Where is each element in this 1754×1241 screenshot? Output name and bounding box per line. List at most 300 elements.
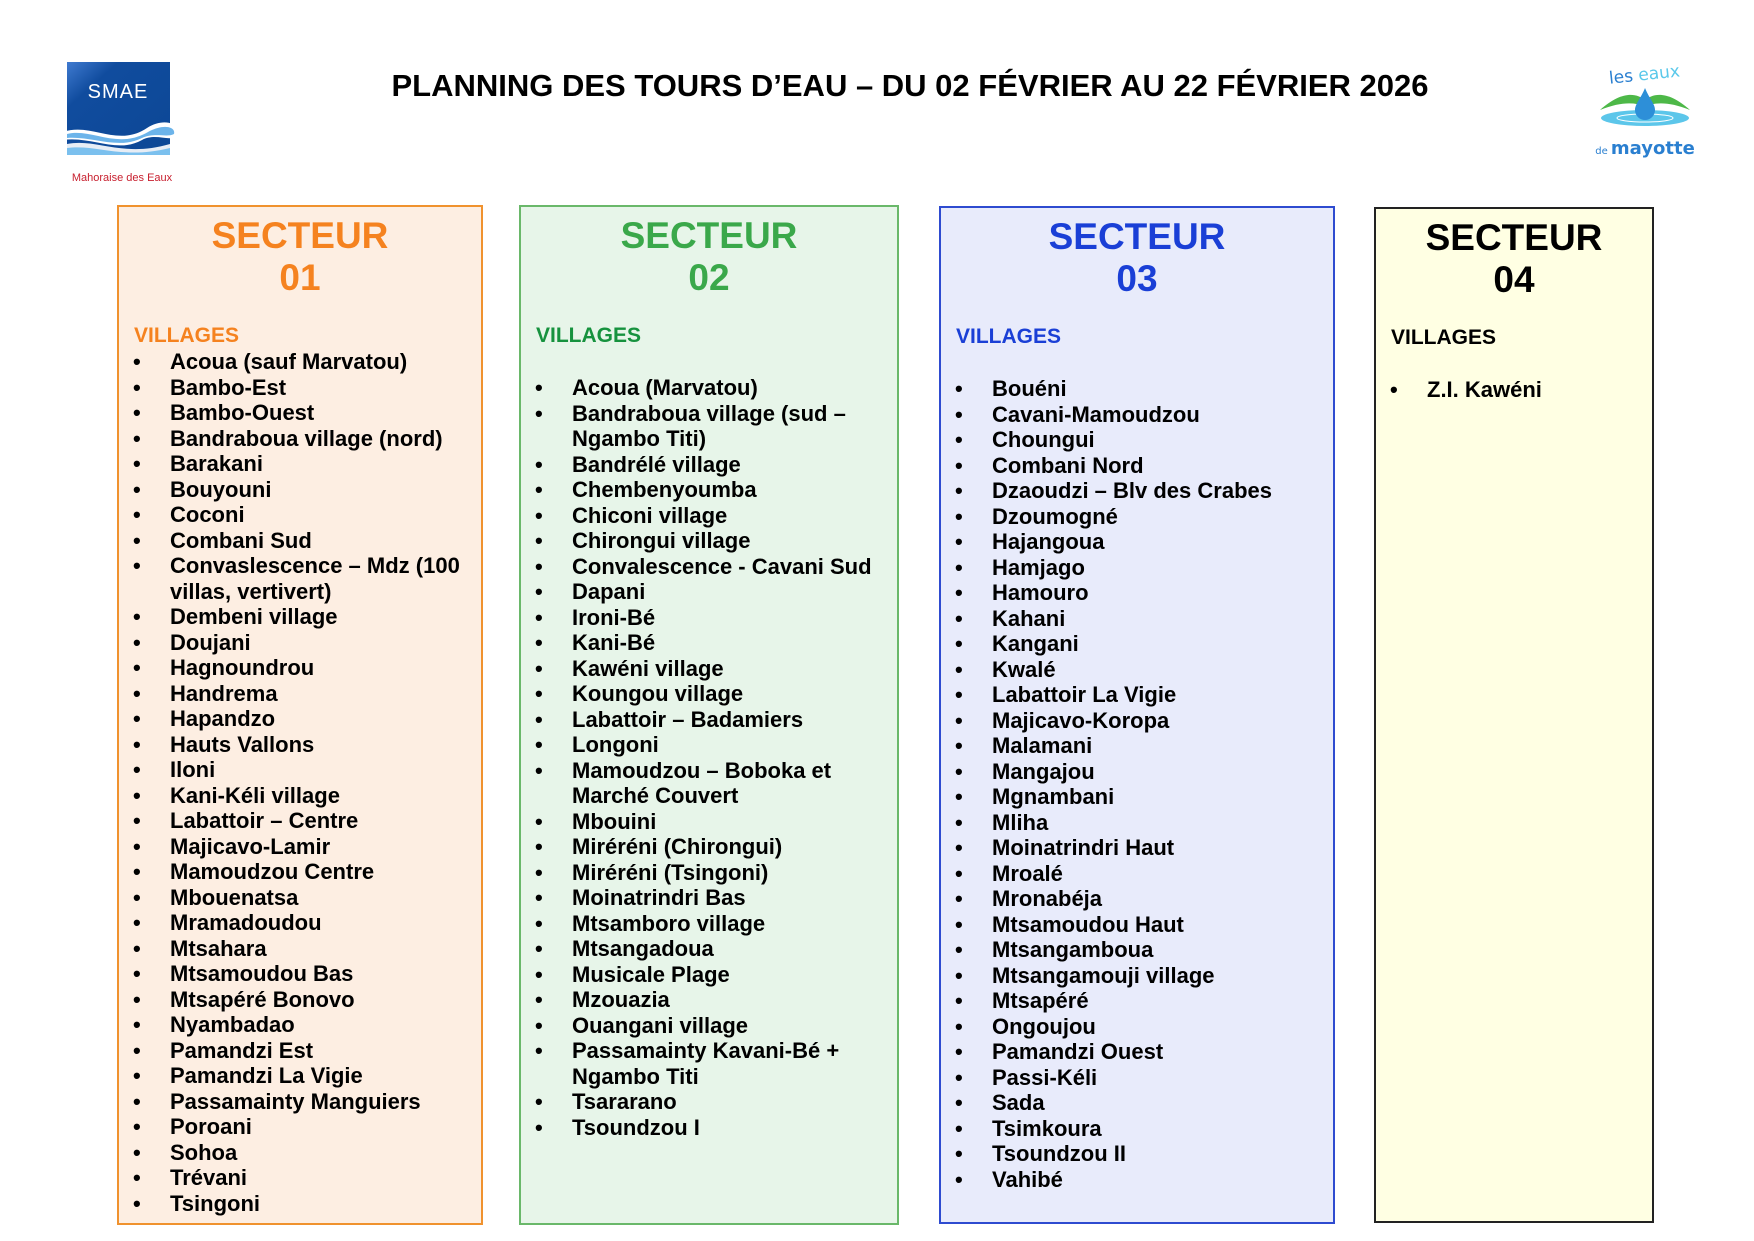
bullet-icon: • — [133, 502, 141, 527]
village-name: Convaslescence – Mdz (100 villas, vertivert) — [170, 553, 460, 604]
village-name: Mtsangadoua — [572, 936, 714, 961]
village-name: Chirongui village — [572, 528, 751, 553]
bullet-icon: • — [535, 630, 543, 655]
village-item — [119, 1165, 481, 1191]
bullet-icon: • — [535, 706, 543, 732]
village-name: Pamandzi Ouest — [992, 1039, 1164, 1064]
village-name: Bambo-Est — [170, 374, 287, 400]
village-item — [119, 451, 481, 477]
village-item — [119, 528, 481, 554]
bullet-icon: • — [955, 580, 963, 605]
village-item — [521, 936, 897, 962]
village-name: Hamouro — [992, 580, 1089, 605]
village-item — [521, 528, 897, 554]
village-item — [521, 1115, 897, 1141]
bullet-icon: • — [955, 376, 963, 401]
bullet-icon: • — [133, 1037, 141, 1063]
village-name: Mgnambani — [992, 784, 1115, 809]
village-item — [941, 682, 1333, 708]
bullet-icon: • — [955, 529, 963, 554]
village-name: Koungou village — [572, 681, 744, 706]
village-item — [941, 606, 1333, 632]
sector-03-heading — [941, 216, 1333, 300]
village-item — [521, 630, 897, 656]
bullet-icon: • — [535, 400, 543, 426]
village-name: Tsoundzou I — [572, 1114, 700, 1140]
bullet-icon: • — [535, 477, 543, 502]
village-item — [941, 759, 1333, 785]
village-name: Z.I. Kawéni — [1427, 377, 1542, 402]
village-item — [119, 706, 481, 732]
bullet-icon: • — [955, 1090, 963, 1115]
village-item — [941, 1141, 1333, 1167]
village-name: Bandrélé village — [572, 451, 741, 477]
village-item — [941, 886, 1333, 912]
bullet-icon: • — [955, 886, 963, 911]
bullet-icon: • — [955, 452, 963, 478]
sector-03-panel — [939, 206, 1335, 1224]
bullet-icon: • — [955, 605, 963, 631]
village-name: Miréréni (Chirongui) — [572, 834, 783, 859]
village-name: Moinatrindri Haut — [992, 835, 1175, 860]
village-item — [119, 1191, 481, 1217]
village-item — [521, 809, 897, 835]
bullet-icon: • — [133, 706, 141, 731]
bullet-icon: • — [955, 1115, 963, 1141]
bullet-icon: • — [535, 808, 543, 834]
village-list — [1376, 377, 1652, 403]
village-name: Mroalé — [992, 860, 1063, 886]
village-list — [521, 375, 897, 1140]
villages-label: VILLAGES — [536, 324, 642, 347]
bullet-icon: • — [535, 375, 543, 400]
village-item — [521, 401, 897, 452]
bullet-icon: • — [133, 400, 141, 425]
bullet-icon: • — [535, 579, 543, 604]
village-item — [119, 1038, 481, 1064]
village-item — [941, 529, 1333, 555]
village-item — [119, 808, 481, 834]
village-name: Mzouazia — [572, 987, 670, 1012]
bullet-icon: • — [535, 732, 543, 757]
bullet-icon: • — [955, 707, 963, 733]
village-name: Bandraboua village (nord) — [170, 425, 443, 451]
bullet-icon: • — [535, 604, 543, 630]
bullet-icon: • — [535, 1114, 543, 1140]
bullet-icon: • — [133, 961, 141, 986]
village-name: Miréréni (Tsingoni) — [572, 859, 769, 885]
bullet-icon: • — [955, 478, 963, 503]
village-name: Musicale Plage — [572, 961, 730, 987]
village-item — [521, 452, 897, 478]
village-name: Trévani — [170, 1165, 248, 1190]
village-name: Dzaoudzi – Blv des Crabes — [992, 478, 1272, 503]
bullet-icon: • — [955, 733, 963, 758]
village-item — [941, 376, 1333, 402]
village-item — [941, 1116, 1333, 1142]
village-item — [521, 987, 897, 1013]
village-name: Bambo-Ouest — [170, 400, 315, 425]
bullet-icon: • — [535, 1089, 543, 1114]
bullet-icon: • — [133, 425, 141, 451]
village-name: Ongoujou — [992, 1013, 1096, 1039]
bullet-icon: • — [955, 1039, 963, 1064]
village-item — [119, 502, 481, 528]
page-title: PLANNING DES TOURS D’EAU – DU 02 FÉVRIER AU 22 FÉVRIER 2026 — [391, 68, 1429, 103]
village-name: Hapandzo — [170, 706, 276, 731]
village-name: Hauts Vallons — [170, 731, 315, 757]
village-name: Passi-Kéli — [992, 1064, 1098, 1090]
village-name: Mangajou — [992, 758, 1095, 784]
village-name: Handrema — [170, 680, 278, 706]
village-name: Mbouenatsa — [170, 884, 299, 910]
bullet-icon: • — [133, 1012, 141, 1037]
les-eaux-de-mayotte-logo — [1585, 62, 1701, 162]
logo-line1: les eaux — [1608, 62, 1681, 89]
sector-04-heading — [1376, 217, 1652, 301]
bullet-icon: • — [535, 1038, 543, 1063]
village-item — [941, 988, 1333, 1014]
bullet-icon: • — [133, 476, 141, 502]
village-item — [521, 732, 897, 758]
sector-number: 03 — [1116, 258, 1158, 299]
village-name: Bouyouni — [170, 476, 272, 502]
village-name: Ironi-Bé — [572, 604, 656, 630]
village-item — [119, 757, 481, 783]
bullet-icon: • — [133, 527, 141, 553]
bullet-icon: • — [133, 1063, 141, 1088]
village-name: Passamainty Manguiers — [170, 1088, 421, 1114]
sector-label: SECTEUR — [1048, 216, 1226, 257]
bullet-icon: • — [133, 629, 141, 655]
village-item — [119, 349, 481, 375]
village-name: Mtsahara — [170, 935, 267, 961]
village-item — [521, 554, 897, 580]
village-item — [941, 937, 1333, 963]
bullet-icon: • — [955, 937, 963, 962]
village-item — [119, 681, 481, 707]
village-name: Combani Nord — [992, 452, 1144, 478]
village-item — [119, 375, 481, 401]
village-item — [119, 987, 481, 1013]
village-item — [119, 732, 481, 758]
village-list — [941, 376, 1333, 1192]
village-name: Sada — [992, 1090, 1045, 1115]
village-name: Chembenyoumba — [572, 477, 757, 502]
bullet-icon: • — [955, 682, 963, 707]
village-item — [119, 1114, 481, 1140]
village-name: Tsoundzou II — [992, 1141, 1127, 1166]
bullet-icon: • — [133, 833, 141, 859]
village-item — [521, 707, 897, 733]
village-name: Longoni — [572, 732, 659, 757]
village-item — [119, 910, 481, 936]
village-name: Bouéni — [992, 376, 1067, 401]
village-item — [941, 478, 1333, 504]
village-name: Dapani — [572, 579, 646, 604]
village-name: Majicavo-Lamir — [170, 833, 331, 859]
bullet-icon: • — [133, 910, 141, 935]
village-name: Mtsangamouji village — [992, 962, 1215, 988]
village-name: Kwalé — [992, 656, 1056, 682]
bullet-icon: • — [535, 859, 543, 885]
bullet-icon: • — [535, 885, 543, 910]
village-name: Doujani — [170, 629, 251, 655]
sector-04-panel — [1374, 207, 1654, 1223]
village-name: Tsingoni — [170, 1190, 261, 1216]
village-item — [941, 1065, 1333, 1091]
bullet-icon: • — [133, 349, 141, 374]
sector-02-panel — [519, 205, 899, 1225]
bullet-icon: • — [535, 528, 543, 553]
bullet-icon: • — [133, 1088, 141, 1114]
village-item — [941, 453, 1333, 479]
village-name: Labattoir La Vigie — [992, 682, 1177, 707]
bullet-icon: • — [535, 961, 543, 987]
bullet-icon: • — [133, 935, 141, 961]
village-item — [941, 835, 1333, 861]
village-name: Mtsamboro village — [572, 910, 766, 936]
bullet-icon: • — [133, 757, 141, 782]
village-name: Sohoa — [170, 1139, 238, 1165]
village-name: Pamandzi Est — [170, 1037, 314, 1063]
sector-number: 04 — [1493, 259, 1535, 300]
village-item — [119, 1012, 481, 1038]
bullet-icon: • — [535, 655, 543, 681]
village-item — [941, 810, 1333, 836]
village-item — [119, 400, 481, 426]
village-name: Mtsapéré — [992, 988, 1089, 1013]
village-name: Kawéni village — [572, 655, 724, 681]
village-item — [521, 962, 897, 988]
village-item — [521, 477, 897, 503]
village-name: Ouangani village — [572, 1012, 749, 1038]
village-name: Cavani-Mamoudzou — [992, 401, 1200, 427]
village-item — [521, 579, 897, 605]
village-item — [521, 860, 897, 886]
village-name: Malamani — [992, 733, 1093, 758]
village-name: Bandraboua village (sud – Ngambo Titi) — [572, 400, 846, 451]
village-name: Hajangoua — [992, 529, 1105, 554]
village-name: Labattoir – Badamiers — [572, 706, 804, 732]
village-name: Coconi — [170, 502, 245, 527]
bullet-icon: • — [535, 681, 543, 706]
bullet-icon: • — [133, 680, 141, 706]
bullet-icon: • — [955, 835, 963, 860]
bullet-icon: • — [133, 731, 141, 757]
bullet-icon: • — [955, 860, 963, 886]
village-name: Acoua (Marvatou) — [572, 375, 758, 400]
village-item — [521, 503, 897, 529]
smae-logo-text: SMAE — [87, 81, 149, 103]
village-name: Tsimkoura — [992, 1115, 1102, 1141]
bullet-icon: • — [535, 936, 543, 961]
bullet-icon: • — [133, 374, 141, 400]
bullet-icon: • — [133, 553, 141, 578]
village-item — [941, 402, 1333, 428]
village-name: Mronabéja — [992, 886, 1103, 911]
village-item — [941, 963, 1333, 989]
sector-label: SECTEUR — [1425, 217, 1603, 258]
sector-label: SECTEUR — [211, 215, 389, 256]
bullet-icon: • — [535, 910, 543, 936]
village-item — [521, 656, 897, 682]
village-name: Majicavo-Koropa — [992, 707, 1170, 733]
village-name: Tsararano — [572, 1089, 677, 1114]
logo-line2: de mayotte — [1595, 138, 1695, 159]
sector-02-heading — [521, 215, 897, 299]
bullet-icon: • — [955, 809, 963, 835]
bullet-icon: • — [133, 451, 141, 476]
village-item — [119, 630, 481, 656]
village-item — [941, 631, 1333, 657]
village-item — [521, 758, 897, 809]
village-item — [941, 657, 1333, 683]
village-item — [521, 681, 897, 707]
village-name: Kani-Bé — [572, 630, 656, 655]
village-name: Mamoudzou Centre — [170, 859, 375, 884]
sector-01-panel — [117, 205, 483, 1225]
village-item — [119, 961, 481, 987]
village-name: Choungui — [992, 427, 1095, 452]
village-name: Chiconi village — [572, 502, 728, 528]
village-name: Kahani — [992, 605, 1066, 631]
village-item — [941, 708, 1333, 734]
bullet-icon: • — [133, 655, 141, 680]
village-name: Acoua (sauf Marvatou) — [170, 349, 408, 374]
village-item — [941, 555, 1333, 581]
bullet-icon: • — [955, 784, 963, 809]
bullet-icon: • — [955, 656, 963, 682]
bullet-icon: • — [133, 1139, 141, 1165]
sector-label: SECTEUR — [620, 215, 798, 256]
village-name: Mtsangamboua — [992, 937, 1154, 962]
village-item — [521, 1013, 897, 1039]
bullet-icon: • — [535, 502, 543, 528]
sector-number: 02 — [688, 257, 730, 298]
bullet-icon: • — [955, 758, 963, 784]
bullet-icon: • — [133, 604, 141, 629]
village-item — [941, 1039, 1333, 1065]
bullet-icon: • — [955, 503, 963, 529]
village-item — [119, 426, 481, 452]
village-item — [941, 784, 1333, 810]
bullet-icon: • — [535, 834, 543, 859]
bullet-icon: • — [133, 859, 141, 884]
bullet-icon: • — [955, 1141, 963, 1166]
village-item — [941, 733, 1333, 759]
villages-label: VILLAGES — [1391, 326, 1497, 349]
village-item — [119, 834, 481, 860]
bullet-icon: • — [535, 553, 543, 579]
village-name: Kangani — [992, 631, 1079, 656]
bullet-icon: • — [535, 1012, 543, 1038]
bullet-icon: • — [133, 1190, 141, 1216]
village-item — [119, 655, 481, 681]
village-name: Mramadoudou — [170, 910, 322, 935]
bullet-icon: • — [955, 1013, 963, 1039]
sector-01-heading — [119, 215, 481, 299]
village-name: Dembeni village — [170, 604, 338, 629]
village-name: Mamoudzou – Boboka et Marché Couvert — [572, 757, 832, 808]
village-name: Passamainty Kavani-Bé + Ngambo Titi — [572, 1038, 840, 1089]
village-item — [119, 1089, 481, 1115]
village-name: Mtsapéré Bonovo — [170, 986, 355, 1012]
bullet-icon: • — [535, 757, 543, 783]
village-item — [119, 936, 481, 962]
village-name: Mliha — [992, 809, 1049, 835]
village-item — [119, 1063, 481, 1089]
village-item — [941, 912, 1333, 938]
bullet-icon: • — [1390, 377, 1398, 402]
smae-logo-subtitle: Mahoraise des Eaux — [71, 172, 173, 184]
bullet-icon: • — [133, 986, 141, 1012]
village-name: Mtsamoudou Haut — [992, 911, 1184, 937]
village-name: Mtsamoudou Bas — [170, 961, 354, 986]
village-item — [941, 1014, 1333, 1040]
bullet-icon: • — [133, 782, 141, 808]
village-item — [521, 375, 897, 401]
bullet-icon: • — [955, 401, 963, 427]
village-item — [119, 477, 481, 503]
village-item — [521, 1038, 897, 1089]
bullet-icon: • — [535, 987, 543, 1012]
village-item — [941, 1090, 1333, 1116]
village-item — [941, 1167, 1333, 1193]
smae-logo-mark — [62, 60, 182, 172]
les-eaux-de-mayotte-logo-mark — [1585, 62, 1701, 162]
bullet-icon: • — [133, 884, 141, 910]
bullet-icon: • — [955, 554, 963, 580]
bullet-icon: • — [133, 808, 141, 833]
village-name: Moinatrindri Bas — [572, 885, 746, 910]
village-name: Iloni — [170, 757, 216, 782]
village-item — [941, 861, 1333, 887]
village-name: Nyambadao — [170, 1012, 295, 1037]
village-item — [119, 553, 481, 604]
village-item — [1376, 377, 1652, 403]
village-name: Pamandzi La Vigie — [170, 1063, 363, 1088]
smae-logo — [62, 60, 182, 188]
bullet-icon: • — [955, 631, 963, 656]
bullet-icon: • — [955, 1064, 963, 1090]
village-item — [941, 580, 1333, 606]
village-name: Vahibé — [992, 1166, 1063, 1192]
bullet-icon: • — [133, 1114, 141, 1139]
village-name: Barakani — [170, 451, 263, 476]
village-item — [521, 885, 897, 911]
village-item — [521, 911, 897, 937]
bullet-icon: • — [535, 451, 543, 477]
village-name: Dzoumogné — [992, 503, 1118, 529]
village-name: Hamjago — [992, 554, 1085, 580]
village-item — [521, 834, 897, 860]
sector-number: 01 — [279, 257, 321, 298]
village-name: Mbouini — [572, 808, 657, 834]
village-item — [119, 859, 481, 885]
villages-label: VILLAGES — [956, 325, 1062, 348]
village-item — [119, 604, 481, 630]
bullet-icon: • — [955, 911, 963, 937]
village-item — [941, 427, 1333, 453]
village-name: Hagnoundrou — [170, 655, 315, 680]
village-name: Combani Sud — [170, 527, 312, 553]
village-item — [119, 1140, 481, 1166]
village-item — [941, 504, 1333, 530]
village-name: Kani-Kéli village — [170, 782, 340, 808]
villages-label: VILLAGES — [134, 324, 240, 347]
bullet-icon: • — [955, 1166, 963, 1192]
